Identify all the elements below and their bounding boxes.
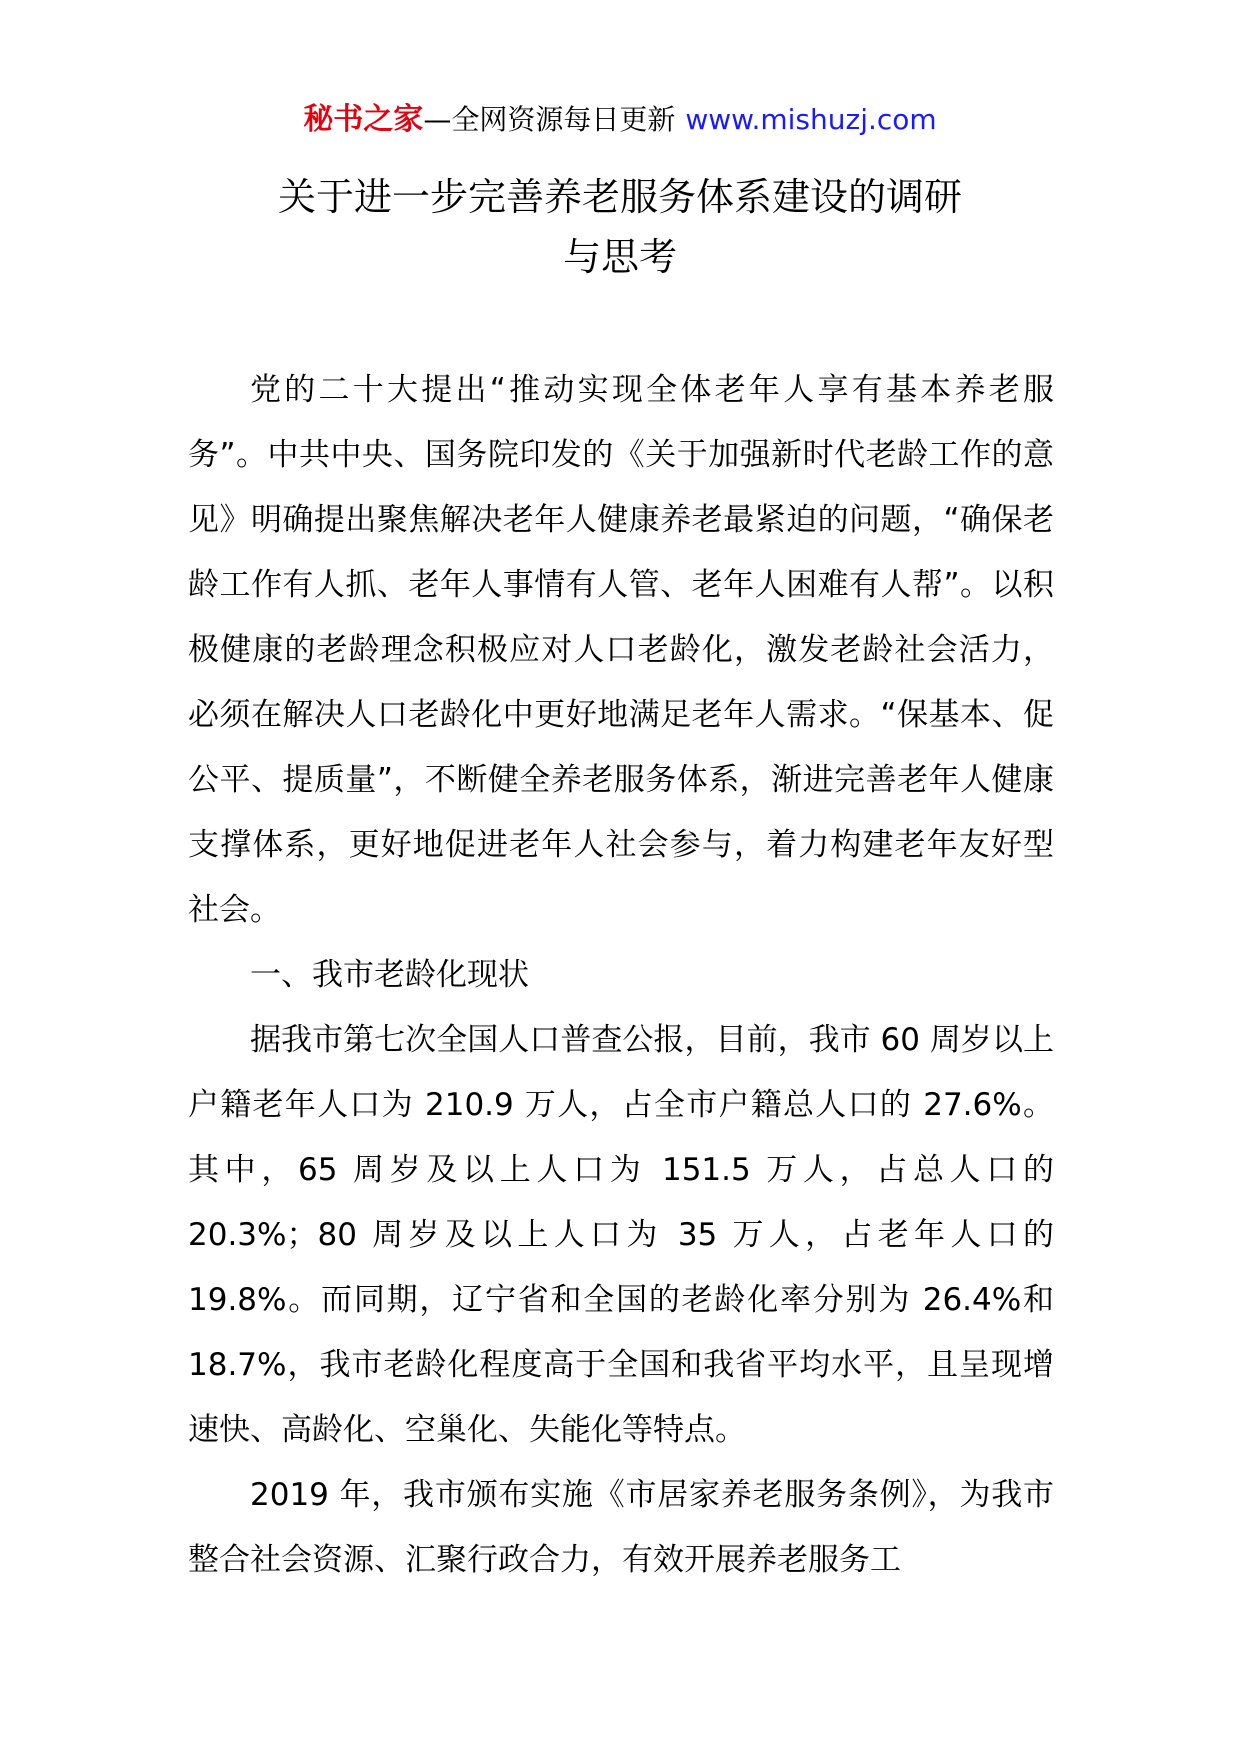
paragraph-statistics: 据我市第七次全国人口普查公报，目前，我市 60 周岁以上户籍老年人口为 210.9 万人，占全市户籍总人口的 27.6%。其中，65 周岁及以上人口为 151.5 万人，占总人口的 20.3%；80 周岁及以上人口为 35 万人，占老年人口的 19.8%。而同期，辽宁省和全国的老龄化率分别为 26.4%和 18.7%，我市老龄化程度高于全国和我省平均水平，且呈现增速快、高龄化、空巢化、失能化等特点。 [188, 1022, 1054, 1448]
paragraph-regulation: 2019 年，我市颁布实施《市居家养老服务条例》，为我市整合社会资源、汇聚行政合力，有效开展养老服务工 [188, 1477, 1054, 1578]
title-line-2: 与思考 [562, 235, 677, 279]
paragraph-intro: 党的二十大提出“推动实现全体老年人享有基本养老服务”。中共中央、国务院印发的《关于加强新时代老龄工作的意见》明确提出聚焦解决老年人健康养老最紧迫的问题，“确保老龄工作有人抓、老年人事情有人管、老年人困难有人帮”。以积极健康的老龄理念积极应对人口老龄化，激发老龄社会活力，必须在解决人口老龄化中更好地满足老年人需求。“保基本、促公平、提质量”，不断健全养老服务体系，渐进完善老年人健康支撑体系，更好地促进老年人社会参与，着力构建老年友好型社会。 [188, 372, 1054, 928]
site-banner [0, 100, 1240, 140]
title-line-1: 关于进一步完善养老服务体系建设的调研 [277, 175, 962, 219]
site-url-link[interactable]: www.mishuzj.com [685, 103, 937, 136]
banner-slogan: —全网资源每日更新 [423, 103, 676, 136]
document-title [0, 167, 1240, 287]
section-heading-1: 一、我市老龄化现状 [250, 957, 529, 993]
document-body [188, 358, 1054, 1593]
brand-name: 秘书之家 [303, 102, 424, 137]
